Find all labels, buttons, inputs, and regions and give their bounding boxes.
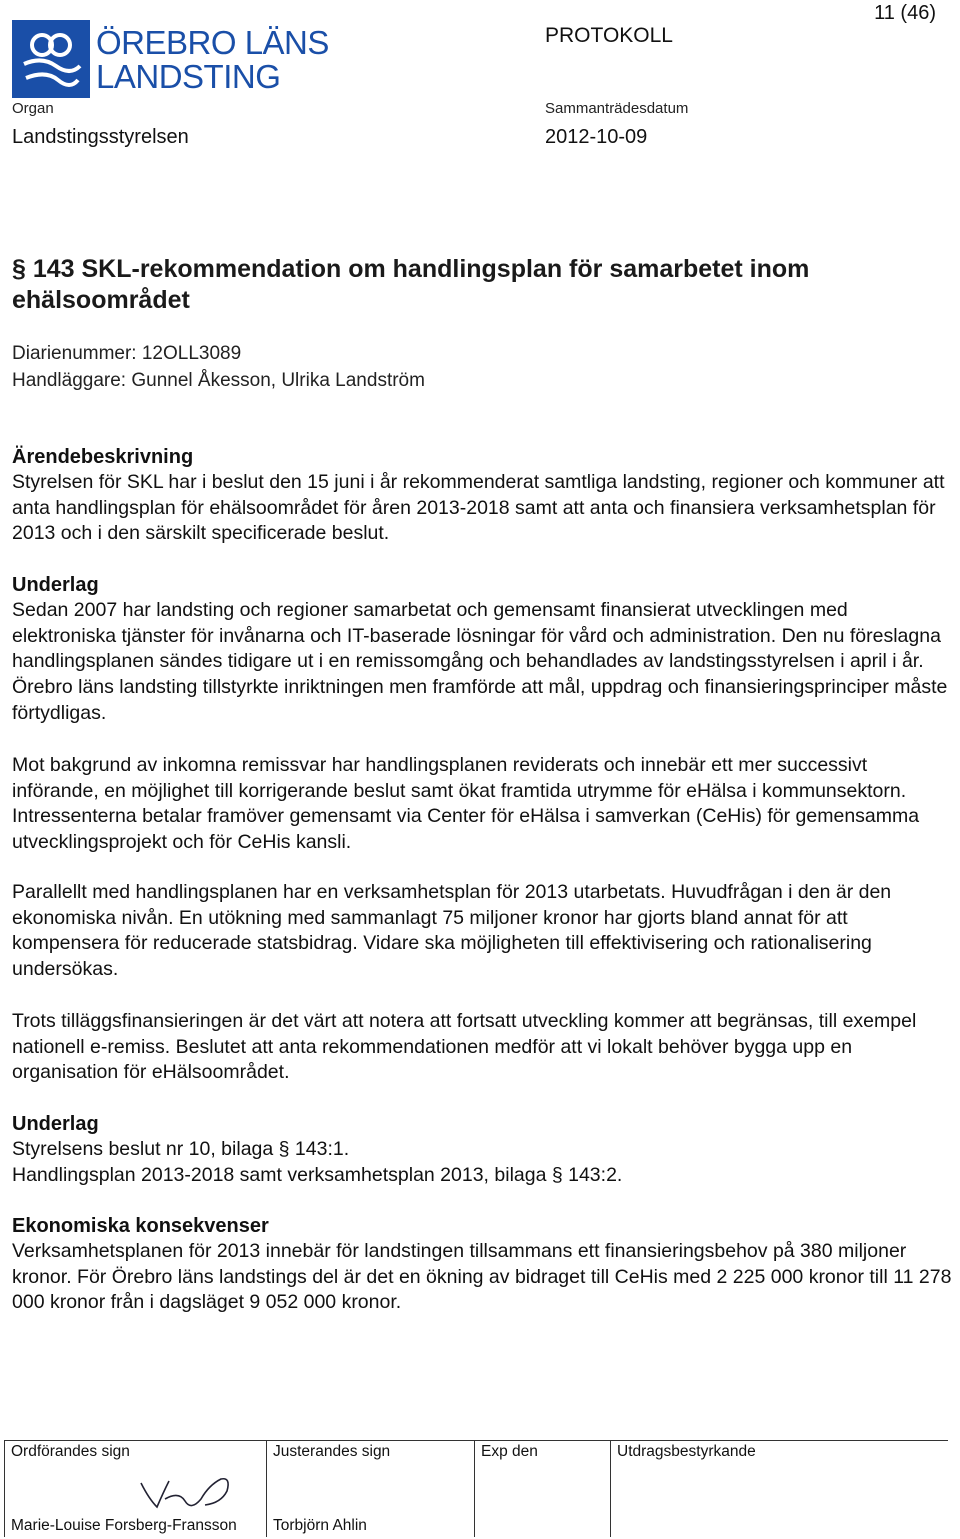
meeting-date-label: Sammanträdesdatum [545,100,689,117]
arendebeskrivning-text: Styrelsen för SKL har i beslut den 15 juni i år rekommenderat samtliga landsting, regioner och kommuner att anta handlingsplan för ehälsoområdet för åren 2013-2018 samt att anta och finansiera verksamhetsplan för 2013 och i den särskilt specificerade beslut. [12,471,945,545]
underlag-paragraph: Parallellt med handlingsplanen har en verksamhetsplan för 2013 utarbetats. Huvudfrågan i den är den ekonomiska nivån. En utökning med sammanlagt 75 miljoner kronor har gjorts bland annat för att kompensera för reducerade statsbidrag. Vidare ska möjligheten till effektivisering och rationalisering undersökas. [12,881,892,981]
organ-value: Landstingsstyrelsen [12,126,189,148]
signature-cell-ordforande [4,1440,267,1537]
attachment-line: Styrelsens beslut nr 10, bilaga § 143:1. [12,1138,350,1160]
signature-cell-justerande [266,1440,475,1537]
underlag-paragraph-block [12,880,957,983]
section-heading: § 143 SKL-rekommendation om handlingsplan för samarbetet inom ehälsoområdet [12,255,810,314]
org-name-line1: ÖREBRO LÄNS [96,24,329,61]
underlag-attachments-heading: Underlag [12,1113,99,1135]
underlag-paragraph: Trots tilläggsfinansieringen är det värt att notera att fortsatt utveckling kommer att begränsas, till exempel nationell e-remiss. Beslutet att anta rekommendationen medför att vi lokalt behöver bygga upp en organisation för eHälsoområdet. [12,1010,917,1084]
org-name-line2: LANDSTING [96,58,281,95]
arendebeskrivning-heading: Ärendebeskrivning [12,446,194,468]
arendebeskrivning-section [12,444,957,547]
underlag-paragraph: Mot bakgrund av inkomna remissvar har handlingsplanen reviderats och innebär ett mer successivt införande, en möjlighet till korrigerande beslut samt ökat framtida utrymme för eHälsa i kommunsektorn. Intressenterna betalar framöver gemensamt via Center för eHälsa i samverkan (CeHis) för gemensamma utvecklingsprojekt och för CeHis kansli. [12,754,920,854]
underlag-attachments-section [12,1111,957,1188]
underlag-heading: Underlag [12,574,99,596]
ekonomiska-heading: Ekonomiska konsekvenser [12,1215,269,1237]
signature-cell-exp [474,1440,611,1537]
diarienummer: Diarienummer: 12OLL3089 [12,343,242,364]
attachment-line: Handlingsplan 2013-2018 samt verksamhetsplan 2013, bilaga § 143:2. [12,1163,623,1186]
underlag-section [12,572,957,727]
underlag-paragraph-block [12,753,957,856]
exp-den-label: Exp den [481,1443,538,1460]
orebro-lans-landsting-logo [12,20,90,98]
justerande-sign-label: Justerandes sign [273,1443,391,1460]
justerande-name: Torbjörn Ahlin [273,1517,367,1534]
underlag-paragraph: Sedan 2007 har landsting och regioner samarbetat och gemensamt finansierat utvecklingen med elektroniska tjänster för invånarna och IT-baserade lösningar för vård och administration. Den nu föreslagna handlingsplanen sändes tidigare ut i en remissomgång och behandlades av landstingsstyrelsen i april i år. Örebro läns landsting tillstyrkte inriktningen men framförde att mål, uppdrag och finansieringsprinciper måste förtydligas. [12,599,948,724]
organ-label: Organ [12,100,54,117]
underlag-paragraph-block [12,1009,957,1086]
handwritten-signature [135,1469,245,1517]
handlaggare: Handläggare: Gunnel Åkesson, Ulrika Landström [12,370,425,391]
ordforande-name: Marie-Louise Forsberg-Fransson [11,1517,237,1534]
meeting-date-value: 2012-10-09 [545,126,648,148]
document-type: PROTOKOLL [545,24,673,47]
ordforande-sign-label: Ordförandes sign [11,1443,130,1460]
signature-cell-utdrag [610,1440,948,1537]
ekonomiska-section [12,1213,957,1316]
signature-table [4,1440,947,1536]
utdragsbestyrkande-label: Utdragsbestyrkande [617,1443,756,1460]
ekonomiska-text: Verksamhetsplanen för 2013 innebär för landstingen tillsammans ett finansieringsbehov på 380 miljoner kronor. För Örebro läns landstings del är det en ökning av bidraget till CeHis med 2 225 000 kronor till 11 278 000 kronor från i dagsläget 9 052 000 kronor. [12,1240,952,1314]
page-indicator: 11 (46) [874,2,936,24]
